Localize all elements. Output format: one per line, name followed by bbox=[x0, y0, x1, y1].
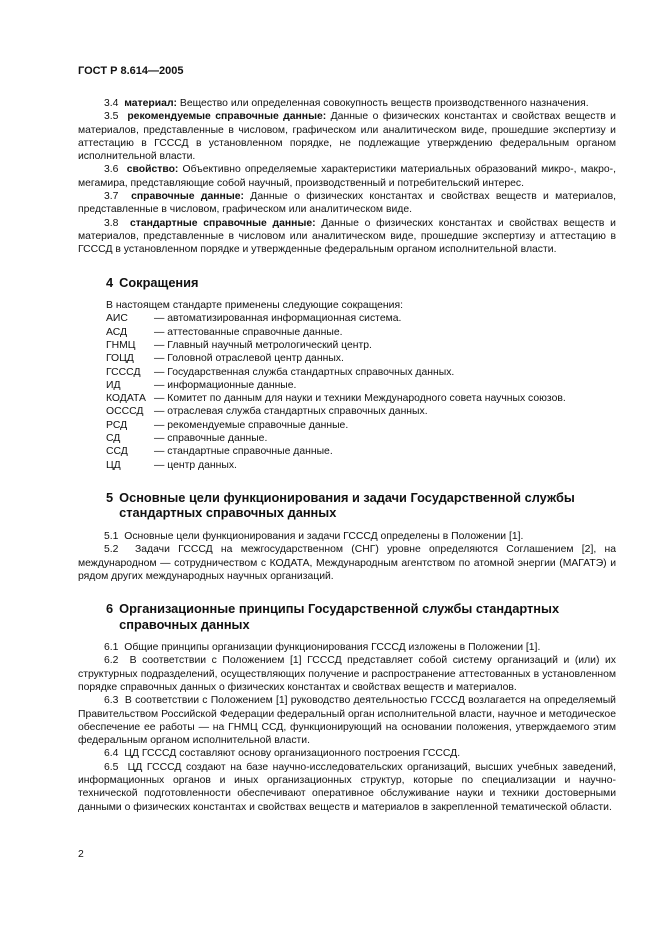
definition-text: Объективно определяемые характеристики материальных образований микро-, макро-, мегамира, представляющие собой научный, производственный и потребительский интерес. bbox=[78, 164, 617, 189]
section-5-heading bbox=[106, 490, 616, 521]
list-item bbox=[106, 312, 616, 325]
section-title: Основные цели функционирования и задачи Государственной службы стандартных справочных данных bbox=[119, 489, 575, 521]
abbreviation-meaning: — справочные данные. bbox=[154, 433, 268, 445]
abbreviation-meaning: — стандартные справочные данные. bbox=[154, 446, 333, 458]
clause-number: 5.1 bbox=[104, 530, 119, 542]
clause-number: 6.4 bbox=[104, 748, 119, 760]
abbreviation: ОСССД bbox=[106, 406, 144, 418]
clause-text: ЦД ГСССД создают на базе научно-исследовательских организаций, высших учебных заведений, информационных органов и иных организационных структур, которые по специализации и научно-технической подготовленности обеспечивают оперативное обслуживание науки и техники достоверными данными о физических константах и свойствах веществ и материалов в закрепленной тематической области. bbox=[78, 761, 616, 813]
list-item bbox=[106, 432, 616, 445]
list-item bbox=[106, 459, 616, 472]
term: стандартные справочные данные: bbox=[129, 217, 316, 229]
abbreviation: АСД bbox=[106, 326, 128, 338]
clause-text: В соответствии с Положением [1] руководство деятельностью ГСССД возлагается на определяемый Правительством Российской Федерации федеральный орган исполнительной власти, научное и методическое обеспечение ее работы — на ГНМЦ ССД, функционирующий на основании положения, утверждаемого этим федеральным органом исполнительной власти. bbox=[78, 695, 616, 747]
abbreviation-meaning: — автоматизированная информационная система. bbox=[154, 313, 402, 325]
section-title: Сокращения bbox=[119, 274, 199, 290]
definition-text: Вещество или определенная совокупность веществ производственного назначения. bbox=[179, 98, 589, 109]
abbreviation: СД bbox=[106, 433, 121, 445]
definition-3-8 bbox=[78, 217, 616, 257]
term: рекомендуемые справочные данные: bbox=[127, 111, 327, 123]
abbreviation: ССД bbox=[106, 446, 128, 458]
term: свойство: bbox=[126, 164, 179, 176]
list-item bbox=[106, 352, 616, 365]
abbreviation: ЦД bbox=[106, 459, 121, 471]
clause-5-1 bbox=[78, 530, 616, 543]
definition-3-7 bbox=[78, 190, 616, 217]
section-number: 4 bbox=[106, 274, 114, 290]
clause-6-2 bbox=[78, 654, 616, 694]
clause-6-5 bbox=[78, 761, 616, 814]
clause-text: ЦД ГСССД составляют основу организационного построения ГСССД. bbox=[124, 748, 461, 760]
abbreviation-meaning: — информационные данные. bbox=[154, 379, 297, 391]
clause-number: 3.4 bbox=[104, 98, 119, 109]
clause-number: 6.3 bbox=[104, 695, 119, 707]
list-item bbox=[106, 366, 616, 379]
term: справочные данные: bbox=[131, 191, 244, 203]
section-title: Организационные принципы Государственной службы стандартных справочных данных bbox=[119, 601, 560, 632]
definition-text: Данные о физических константах и свойствах веществ и материалов, представленные в числовом, графическом или аналитическом виде, прошедшие экспертизу и аттестацию в ГСССД в установленном порядке, не подлежащие утверждению федеральным органом исполнительной власти. bbox=[78, 111, 616, 163]
clause-6-1 bbox=[78, 641, 616, 654]
abbreviation-meaning: — Комитет по данным для науки и техники Международного совета научных союзов. bbox=[154, 393, 566, 405]
clause-text: Общие принципы организации функционирования ГСССД изложены в Положении [1]. bbox=[124, 642, 541, 654]
abbreviation: РСД bbox=[106, 419, 128, 431]
list-item bbox=[106, 326, 616, 339]
clause-number: 3.7 bbox=[104, 191, 119, 203]
abbreviation: КОДАТА bbox=[106, 393, 146, 405]
clause-number: 6.5 bbox=[104, 761, 119, 773]
list-item bbox=[106, 419, 616, 432]
definition-3-5 bbox=[78, 110, 616, 163]
clause-number: 6.2 bbox=[104, 655, 119, 667]
abbreviation-meaning: — Главный научный метрологический центр. bbox=[154, 339, 372, 351]
abbreviation: ГОЦД bbox=[106, 353, 134, 365]
abbreviation-meaning: — центр данных. bbox=[154, 459, 237, 471]
list-item bbox=[106, 379, 616, 392]
abbreviation-meaning: — Государственная служба стандартных справочных данных. bbox=[154, 366, 455, 378]
section-number: 5 bbox=[106, 489, 114, 505]
abbreviation: ГСССД bbox=[106, 366, 141, 378]
abbreviation-meaning: — отраслевая служба стандартных справочных данных. bbox=[154, 406, 428, 418]
clause-number: 5.2 bbox=[104, 544, 119, 556]
list-item bbox=[106, 392, 616, 405]
abbreviation-meaning: — рекомендуемые справочные данные. bbox=[154, 419, 349, 431]
definition-text: Данные о физических константах и свойствах веществ и материалов, представленные в числовом или аналитическом виде, прошедшие экспертизу и аттестацию в ГСССД в установленном порядке и утвержденные федеральным органом исполнительной власти. bbox=[78, 217, 616, 256]
clause-number: 3.6 bbox=[104, 164, 119, 176]
page-content bbox=[78, 97, 616, 814]
clause-text: Основные цели функционирования и задачи ГСССД определены в Положении [1]. bbox=[124, 530, 524, 542]
clause-6-3 bbox=[78, 694, 616, 747]
clause-text: Задачи ГСССД на межгосударственном (СНГ) уровне определяются Соглашением [2], на международном — сотрудничеством с КОДАТА, Международным агентством по атомной энергии (МАГАТЭ) и рядом других международных научных организаций. bbox=[78, 544, 616, 582]
term: материал: bbox=[124, 98, 178, 109]
abbreviation-meaning: — аттестованные справочные данные. bbox=[154, 326, 343, 338]
section-4-heading bbox=[106, 275, 616, 291]
abbreviation: АИС bbox=[106, 313, 128, 325]
clause-5-2 bbox=[78, 543, 616, 583]
abbreviation-meaning: — Головной отраслевой центр данных. bbox=[154, 353, 344, 365]
clause-6-4 bbox=[78, 747, 616, 760]
clause-number: 3.5 bbox=[104, 111, 119, 123]
document-code: ГОСТ Р 8.614—2005 bbox=[78, 65, 184, 77]
abbreviations-list bbox=[78, 312, 616, 472]
section-number: 6 bbox=[106, 601, 114, 617]
list-item bbox=[106, 339, 616, 352]
list-item bbox=[106, 405, 616, 418]
abbreviation: ГНМЦ bbox=[106, 339, 136, 351]
definition-text: Данные о физических константах и свойствах веществ и материалов, представленные в числовом, графическом или аналитическом виде. bbox=[78, 191, 617, 216]
definition-3-4 bbox=[78, 97, 616, 110]
section-6-heading bbox=[106, 601, 616, 632]
list-item bbox=[106, 445, 616, 458]
page-number: 2 bbox=[78, 849, 84, 860]
clause-text: В соответствии с Положением [1] ГСССД представляет собой систему организаций и (или) их структурных подразделений, осуществляющих получение и распространение аттестованных в установленном порядке справочных данных о физических константах и свойствах веществ и материалов. bbox=[78, 655, 616, 693]
abbreviation: ИД bbox=[106, 379, 121, 391]
clause-number: 6.1 bbox=[104, 642, 119, 654]
abbreviations-intro: В настоящем стандарте применены следующие сокращения: bbox=[106, 300, 403, 312]
clause-number: 3.8 bbox=[104, 217, 119, 229]
definition-3-6 bbox=[78, 163, 616, 190]
